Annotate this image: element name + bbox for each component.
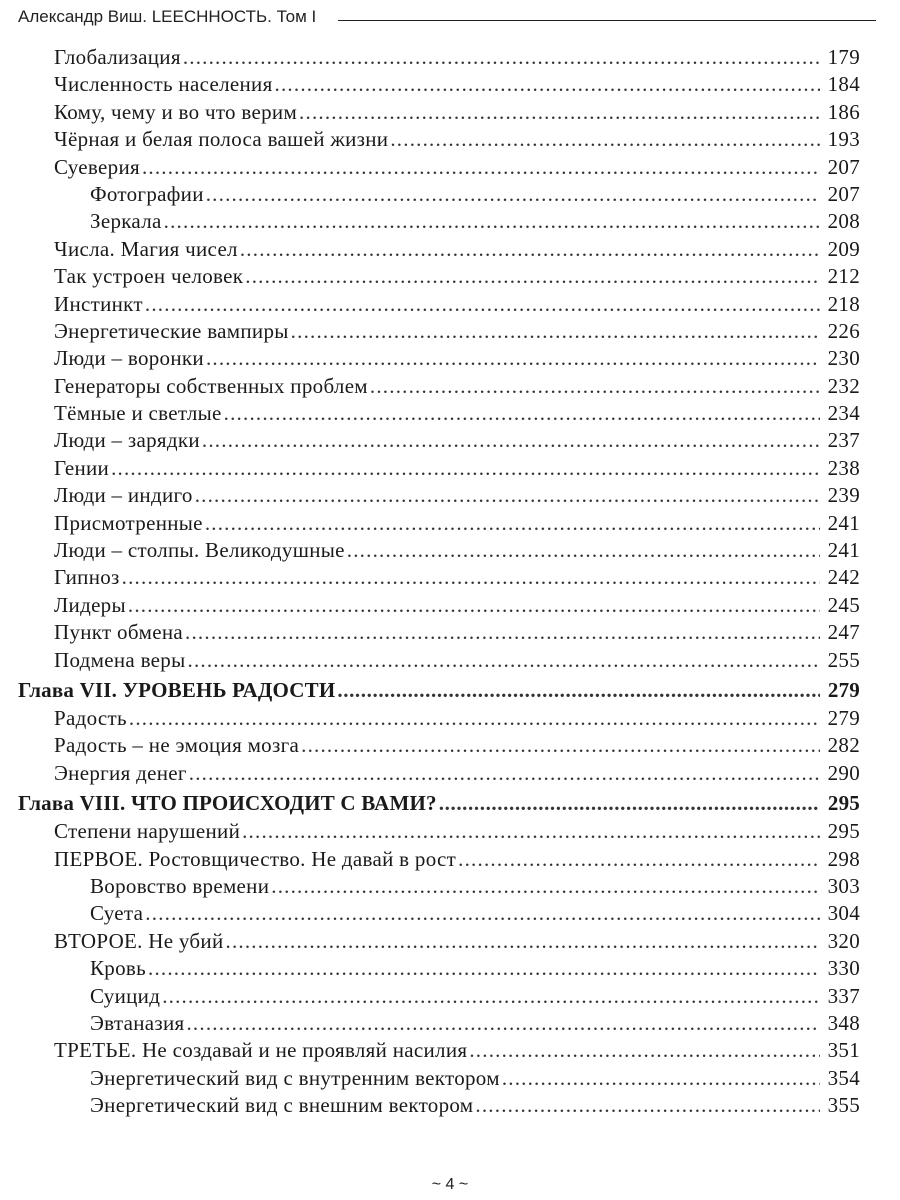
- toc-entry-page: 351: [827, 1038, 860, 1063]
- toc-entry-page: 290: [827, 760, 860, 785]
- header-rule: [338, 20, 876, 21]
- dot-leader: [439, 788, 820, 818]
- dot-leader: [370, 373, 820, 400]
- toc-entry-page: 337: [827, 983, 860, 1008]
- toc-entry-title: Кому, чему и во что верим: [54, 99, 298, 124]
- toc-entry-page: 295: [827, 819, 860, 844]
- dot-leader: [111, 455, 820, 482]
- toc-entry: [18, 928, 860, 955]
- dot-leader: [186, 1010, 820, 1037]
- toc-entry-title: Тёмные и светлые: [54, 401, 222, 426]
- toc-entry: [18, 818, 860, 845]
- toc-entry-title: Численность населения: [54, 72, 273, 97]
- toc-entry-title: Люди – индиго: [54, 483, 193, 508]
- dot-leader: [183, 44, 820, 71]
- toc-entry-page: 255: [827, 647, 860, 672]
- toc-entry-page: 245: [827, 592, 860, 617]
- dot-leader: [242, 818, 820, 845]
- toc-entry-page: 354: [827, 1065, 860, 1090]
- toc-entry: [18, 208, 860, 235]
- toc-entry-title: Суеверия: [54, 154, 140, 179]
- toc-entry-title: Кровь: [90, 956, 146, 981]
- toc-entry-title: Гипноз: [54, 565, 120, 590]
- dot-leader: [188, 647, 821, 674]
- toc-entry: [18, 181, 860, 208]
- toc-entry-title: Энергия денег: [54, 760, 187, 785]
- toc-entry-page: 330: [827, 956, 860, 981]
- dot-leader: [475, 1092, 820, 1119]
- dot-leader: [458, 846, 820, 873]
- toc-entry-page: 207: [827, 154, 860, 179]
- toc-entry-title: Гении: [54, 455, 110, 480]
- toc-entry-page: 282: [827, 733, 860, 758]
- toc-entry: [18, 44, 860, 71]
- dot-leader: [148, 955, 820, 982]
- toc-entry: [18, 537, 860, 564]
- toc-entry-page: 239: [827, 483, 860, 508]
- toc-chapter-entry: [18, 675, 860, 705]
- toc-entry-page: 298: [827, 846, 860, 871]
- toc-entry-page: 184: [827, 72, 860, 97]
- toc-entry-page: 295: [827, 791, 860, 816]
- dot-leader: [301, 732, 820, 759]
- toc-entry-title: Глава VII. УРОВЕНЬ РАДОСТИ: [18, 677, 336, 702]
- toc-entry-page: 279: [827, 677, 860, 702]
- toc-entry-title: Фотографии: [90, 181, 204, 206]
- toc-entry: [18, 983, 860, 1010]
- toc-entry-title: Радость: [54, 705, 127, 730]
- dot-leader: [129, 705, 820, 732]
- toc-entry: [18, 900, 860, 927]
- dot-leader: [347, 537, 820, 564]
- toc-entry: [18, 318, 860, 345]
- dot-leader: [202, 427, 820, 454]
- dot-leader: [390, 126, 820, 153]
- table-of-contents: [18, 44, 860, 1119]
- toc-entry-page: 230: [827, 346, 860, 371]
- page-number: ~ 4 ~: [431, 1176, 469, 1193]
- toc-entry: [18, 592, 860, 619]
- toc-entry-title: Пункт обмена: [54, 620, 184, 645]
- toc-entry-page: 242: [827, 565, 860, 590]
- toc-entry-page: 320: [827, 928, 860, 953]
- toc-entry-title: Лидеры: [54, 592, 126, 617]
- toc-entry: [18, 427, 860, 454]
- toc-entry-title: Воровство времени: [90, 873, 270, 898]
- toc-entry-title: Инстинкт: [54, 291, 143, 316]
- toc-chapter-entry: [18, 788, 860, 818]
- toc-entry-page: 226: [827, 318, 860, 343]
- toc-entry-page: 218: [827, 291, 860, 316]
- toc-entry-page: 355: [827, 1093, 860, 1118]
- toc-entry-title: Степени нарушений: [54, 819, 241, 844]
- dot-leader: [245, 263, 820, 290]
- toc-entry-page: 179: [827, 45, 860, 69]
- toc-entry-title: ТРЕТЬЕ. Не создавай и не проявляй насилия: [54, 1038, 468, 1063]
- dot-leader: [205, 510, 820, 537]
- toc-entry-title: ВТОРОЕ. Не убий: [54, 928, 224, 953]
- toc-entry: [18, 71, 860, 98]
- dot-leader: [185, 619, 820, 646]
- toc-entry-page: 212: [827, 264, 860, 289]
- toc-entry-title: Глобализация: [54, 45, 181, 69]
- dot-leader: [128, 592, 820, 619]
- dot-leader: [164, 208, 820, 235]
- dot-leader: [162, 983, 820, 1010]
- toc-entry-page: 238: [827, 455, 860, 480]
- toc-entry-title: Энергетический вид с внешним вектором: [90, 1093, 474, 1118]
- toc-entry: [18, 564, 860, 591]
- toc-entry: [18, 619, 860, 646]
- toc-entry: [18, 760, 860, 787]
- toc-entry-title: Люди – столпы. Великодушные: [54, 538, 345, 563]
- toc-entry-title: Подмена веры: [54, 647, 186, 672]
- toc-entry-page: 193: [827, 127, 860, 152]
- toc-entry: [18, 99, 860, 126]
- toc-entry-page: 186: [827, 99, 860, 124]
- toc-entry-title: Числа. Магия чисел: [54, 236, 238, 261]
- header-title: Александр Виш. LEECHНОСТЬ. Том I: [18, 7, 317, 26]
- toc-entry-title: Глава VIII. ЧТО ПРОИСХОДИТ С ВАМИ?: [18, 791, 437, 816]
- toc-entry: [18, 482, 860, 509]
- dot-leader: [145, 291, 820, 318]
- dot-leader: [224, 400, 820, 427]
- toc-entry-title: Зеркала: [90, 209, 162, 234]
- toc-entry: [18, 705, 860, 732]
- dot-leader: [189, 760, 820, 787]
- toc-entry-title: Радость – не эмоция мозга: [54, 733, 300, 758]
- toc-entry: [18, 400, 860, 427]
- toc-entry-title: Генераторы собственных проблем: [54, 373, 368, 398]
- toc-entry-title: Люди – зарядки: [54, 428, 200, 453]
- dot-leader: [337, 675, 820, 705]
- toc-entry-page: 241: [827, 510, 860, 535]
- toc-entry-title: Люди – воронки: [54, 346, 204, 371]
- toc-entry-title: Энергетические вампиры: [54, 318, 289, 343]
- toc-entry: [18, 291, 860, 318]
- toc-entry-page: 234: [827, 401, 860, 426]
- toc-entry: [18, 647, 860, 674]
- toc-entry-title: Чёрная и белая полоса вашей жизни: [54, 127, 389, 152]
- dot-leader: [145, 900, 820, 927]
- toc-entry-page: 279: [827, 705, 860, 730]
- toc-entry-page: 348: [827, 1010, 860, 1035]
- toc-entry-page: 237: [827, 428, 860, 453]
- toc-entry: [18, 126, 860, 153]
- toc-entry: [18, 345, 860, 372]
- toc-entry: [18, 263, 860, 290]
- toc-entry: [18, 373, 860, 400]
- toc-entry-page: 241: [827, 538, 860, 563]
- toc-entry: [18, 1065, 860, 1092]
- dot-leader: [142, 154, 820, 181]
- toc-entry: [18, 1010, 860, 1037]
- toc-entry-page: 209: [827, 236, 860, 261]
- toc-entry-page: 207: [827, 181, 860, 206]
- toc-entry-title: ПЕРВОЕ. Ростовщичество. Не давай в рост: [54, 846, 457, 871]
- toc-entry-title: Энергетический вид с внутренним вектором: [90, 1065, 500, 1090]
- dot-leader: [299, 99, 820, 126]
- dot-leader: [206, 345, 820, 372]
- toc-entry-title: Эвтаназия: [90, 1010, 185, 1035]
- toc-entry-title: Суета: [90, 901, 144, 926]
- toc-entry-page: 208: [827, 209, 860, 234]
- toc-entry: [18, 1037, 860, 1064]
- dot-leader: [502, 1065, 820, 1092]
- toc-entry: [18, 455, 860, 482]
- dot-leader: [469, 1037, 820, 1064]
- running-header: [18, 4, 876, 30]
- dot-leader: [291, 318, 820, 345]
- dot-leader: [122, 564, 820, 591]
- toc-entry: [18, 1092, 860, 1119]
- toc-entry-page: 232: [827, 373, 860, 398]
- toc-entry-title: Присмотренные: [54, 510, 203, 535]
- toc-entry-title: Суицид: [90, 983, 161, 1008]
- toc-entry-title: Так устроен человек: [54, 264, 244, 289]
- dot-leader: [226, 928, 821, 955]
- dot-leader: [275, 71, 820, 98]
- toc-entry-page: 303: [827, 873, 860, 898]
- toc-entry-page: 304: [827, 901, 860, 926]
- dot-leader: [206, 181, 820, 208]
- toc-entry-page: 247: [827, 620, 860, 645]
- toc-entry: [18, 236, 860, 263]
- dot-leader: [195, 482, 820, 509]
- toc-entry: [18, 732, 860, 759]
- toc-entry: [18, 873, 860, 900]
- toc-entry: [18, 154, 860, 181]
- toc-entry: [18, 955, 860, 982]
- toc-entry: [18, 510, 860, 537]
- dot-leader: [271, 873, 820, 900]
- dot-leader: [240, 236, 820, 263]
- toc-entry: [18, 846, 860, 873]
